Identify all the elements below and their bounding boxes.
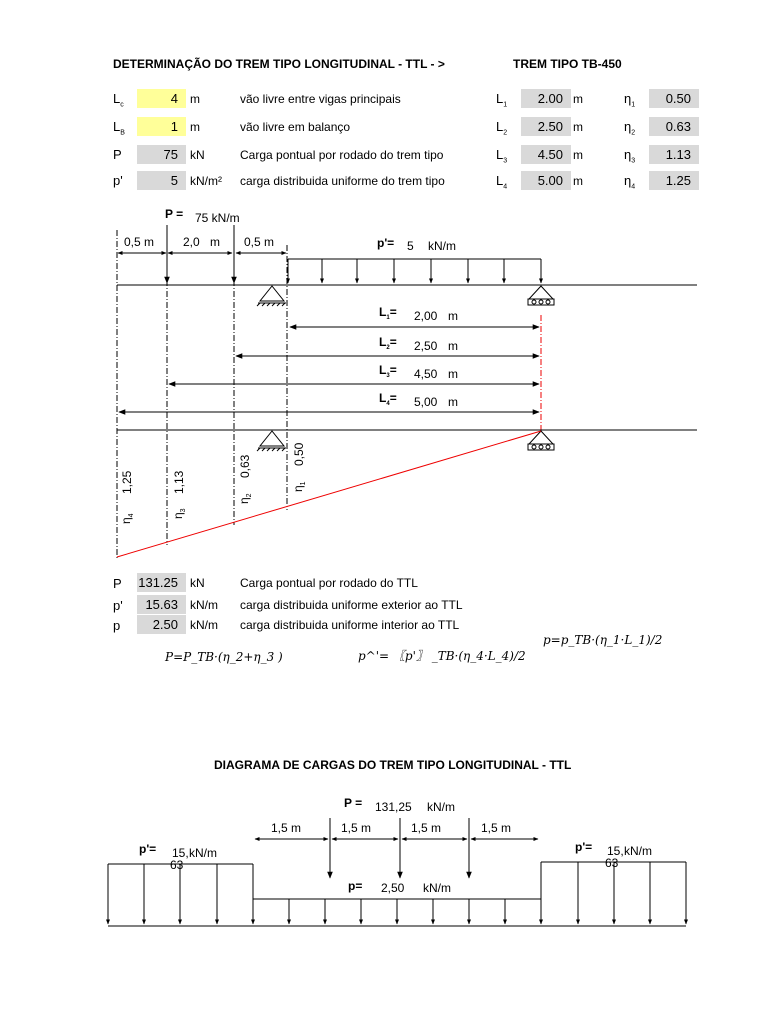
svg-text:m: m [448, 309, 458, 323]
lc-description: vão livre entre vigas principais [240, 92, 401, 106]
d1-pprime-label: p'= [377, 236, 395, 250]
d2-dim-2-label: 1,5 m [341, 821, 372, 835]
d2-p-label: P = [344, 796, 363, 810]
svg-text:1,25: 1,25 [120, 470, 134, 494]
result-pprime-symbol: p' [113, 598, 123, 613]
l1-unit: m [573, 92, 583, 106]
d1-roller-support-top [528, 286, 554, 305]
d1-l3-label [379, 363, 458, 381]
d2-pprime-left-unit: kN/m [189, 846, 217, 860]
svg-text:L1=: $L_1=$ [379, 305, 397, 321]
result-p-symbol: P [113, 576, 122, 591]
result-pprime-description: carga distribuida uniforme exterior ao TTL [240, 598, 463, 612]
d1-pprime-unit: kN/m [428, 239, 456, 253]
symbol-p-prime: p' [113, 173, 123, 188]
d2-pprime-right-unit: kN/m [624, 844, 652, 858]
train-type-title: TREM TIPO TB-450 [513, 57, 622, 71]
d1-p-value: 75 kN/m [195, 211, 240, 225]
result-pprime-unit: kN/m [190, 598, 218, 612]
eta1-value-cell[interactable]: 0.50 [649, 89, 699, 108]
d1-eta1-label [291, 442, 307, 492]
svg-text:m: m [448, 367, 458, 381]
d1-p-label: P = [165, 207, 184, 221]
p-prime-unit: kN/m² [190, 174, 222, 188]
d1-dim-2-0-label: 2,0 [183, 235, 200, 249]
eta3-value-cell[interactable]: 1.13 [649, 145, 699, 164]
symbol-l4: $L_4$ [496, 173, 508, 191]
symbol-lc: $L_c$ [113, 91, 124, 109]
d1-pprime-value: 5 [407, 239, 414, 253]
d2-dim-3-label: 1,5 m [411, 821, 442, 835]
d1-dim-2-0-unit: m [210, 235, 220, 249]
d2-dist-load-right [541, 862, 686, 924]
d2-p-mid-value: 2,50 [381, 881, 405, 895]
d1-l4-label [379, 391, 458, 409]
d1-eta2-label [237, 454, 253, 504]
svg-text:m: m [448, 339, 458, 353]
d1-eta4-label [119, 470, 135, 524]
d2-pprime-right-label: p'= [575, 840, 593, 854]
p-prime-value-cell[interactable]: 5 [137, 171, 186, 190]
symbol-eta1: $\eta_1$ [624, 91, 636, 109]
d2-dist-load-left [108, 864, 253, 924]
d2-p-mid-unit: kN/m [423, 881, 451, 895]
result-p-description: Carga pontual por rodado do TTL [240, 576, 418, 590]
p-unit: kN [190, 148, 205, 162]
eta4-value-cell[interactable]: 1.25 [649, 171, 699, 190]
d1-pin-support-top [257, 286, 286, 306]
symbol-lb: $L_B$ [113, 119, 125, 137]
d2-p-mid-label: p= [348, 879, 363, 893]
l1-value-cell[interactable]: 2.00 [521, 89, 571, 108]
d2-pprime-left-value: 15, [172, 846, 189, 860]
l2-value-cell[interactable]: 2.50 [521, 117, 571, 136]
svg-text:0,63: 0,63 [238, 454, 252, 478]
symbol-eta4: $\eta_4$ [624, 173, 636, 191]
svg-text:L4=: $L_4=$ [379, 391, 397, 407]
d2-pprime-left-value2: 63 [170, 858, 184, 872]
d1-pin-support-bottom [257, 431, 286, 451]
result-p-unit: kN [190, 576, 205, 590]
result-pprime-value-cell[interactable]: 15.63 [137, 595, 186, 614]
result-pint-unit: kN/m [190, 618, 218, 632]
svg-text:η4: $\eta_4$ [119, 513, 135, 524]
svg-text:L3=: $L_3=$ [379, 363, 397, 379]
result-pint-description: carga distribuida uniforme interior ao TTL [240, 618, 460, 632]
svg-text:η2: $\eta_2$ [237, 493, 253, 504]
equation-p: P=P_TB·(η_2+η_3 ) [165, 650, 283, 664]
lb-unit: m [190, 120, 200, 134]
lc-value-cell[interactable]: 4 [137, 89, 186, 108]
d1-dim-0-5a-label: 0,5 m [124, 235, 155, 249]
equation-pint: p=p_TB·(η_1·L_1)/2 [543, 633, 663, 647]
symbol-l2: $L_2$ [496, 119, 508, 137]
d1-eta3-label [171, 470, 187, 519]
svg-text:L2=: $L_2=$ [379, 335, 397, 351]
svg-text:5,00: 5,00 [414, 395, 438, 409]
svg-text:0,50: 0,50 [292, 442, 306, 466]
d2-pprime-left-label: p'= [139, 842, 157, 856]
svg-text:1,13: 1,13 [172, 470, 186, 494]
d2-pprime-right-value: 15, [607, 844, 624, 858]
lc-unit: m [190, 92, 200, 106]
d2-dist-load-middle [253, 899, 541, 924]
symbol-l1: $L_1$ [496, 91, 508, 109]
p-value-cell[interactable]: 75 [137, 145, 186, 164]
svg-text:2,50: 2,50 [414, 339, 438, 353]
d2-p-unit: kN/m [427, 800, 455, 814]
eta2-value-cell[interactable]: 0.63 [649, 117, 699, 136]
load-diagram-title: DIAGRAMA DE CARGAS DO TREM TIPO LONGITUDINAL - TTL [214, 758, 572, 772]
svg-text:η3: $\eta_3$ [171, 508, 187, 519]
d2-pprime-right-value2: 63 [605, 856, 619, 870]
d1-dim-0-5b-label: 0,5 m [244, 235, 275, 249]
d1-l1-label [379, 305, 458, 323]
result-p-value-cell[interactable]: 131.25 [137, 573, 186, 592]
equation-pprime: p^'= 〖p'〗 _TB·(η_4·L_4)/2 [358, 649, 526, 663]
result-pint-symbol: p [113, 618, 121, 633]
p-prime-description: carga distribuida uniforme do trem tipo [240, 174, 445, 188]
lb-value-cell[interactable]: 1 [137, 117, 186, 136]
svg-text:2,00: 2,00 [414, 309, 438, 323]
d2-p-value: 131,25 [375, 800, 412, 814]
svg-text:η1: $\eta_1$ [291, 481, 307, 492]
svg-text:m: m [448, 395, 458, 409]
d1-l2-label [379, 335, 458, 353]
symbol-p: P [113, 147, 122, 162]
page-title: DETERMINAÇÃO DO TREM TIPO LONGITUDINAL - TTL - > [113, 57, 445, 71]
lb-description: vão livre em balanço [240, 120, 351, 134]
l3-value-cell[interactable]: 4.50 [521, 145, 571, 164]
p-description: Carga pontual por rodado do trem tipo [240, 148, 444, 162]
d2-dim-1-label: 1,5 m [271, 821, 302, 835]
symbol-l3: $L_3$ [496, 147, 508, 165]
symbol-eta3: $\eta_3$ [624, 147, 636, 165]
l3-unit: m [573, 148, 583, 162]
symbol-eta2: $\eta_2$ [624, 119, 636, 137]
svg-text:4,50: 4,50 [414, 367, 438, 381]
d2-dim-4-label: 1,5 m [481, 821, 512, 835]
l4-unit: m [573, 174, 583, 188]
l2-unit: m [573, 120, 583, 134]
result-pint-value-cell[interactable]: 2.50 [137, 615, 186, 634]
l4-value-cell[interactable]: 5.00 [521, 171, 571, 190]
